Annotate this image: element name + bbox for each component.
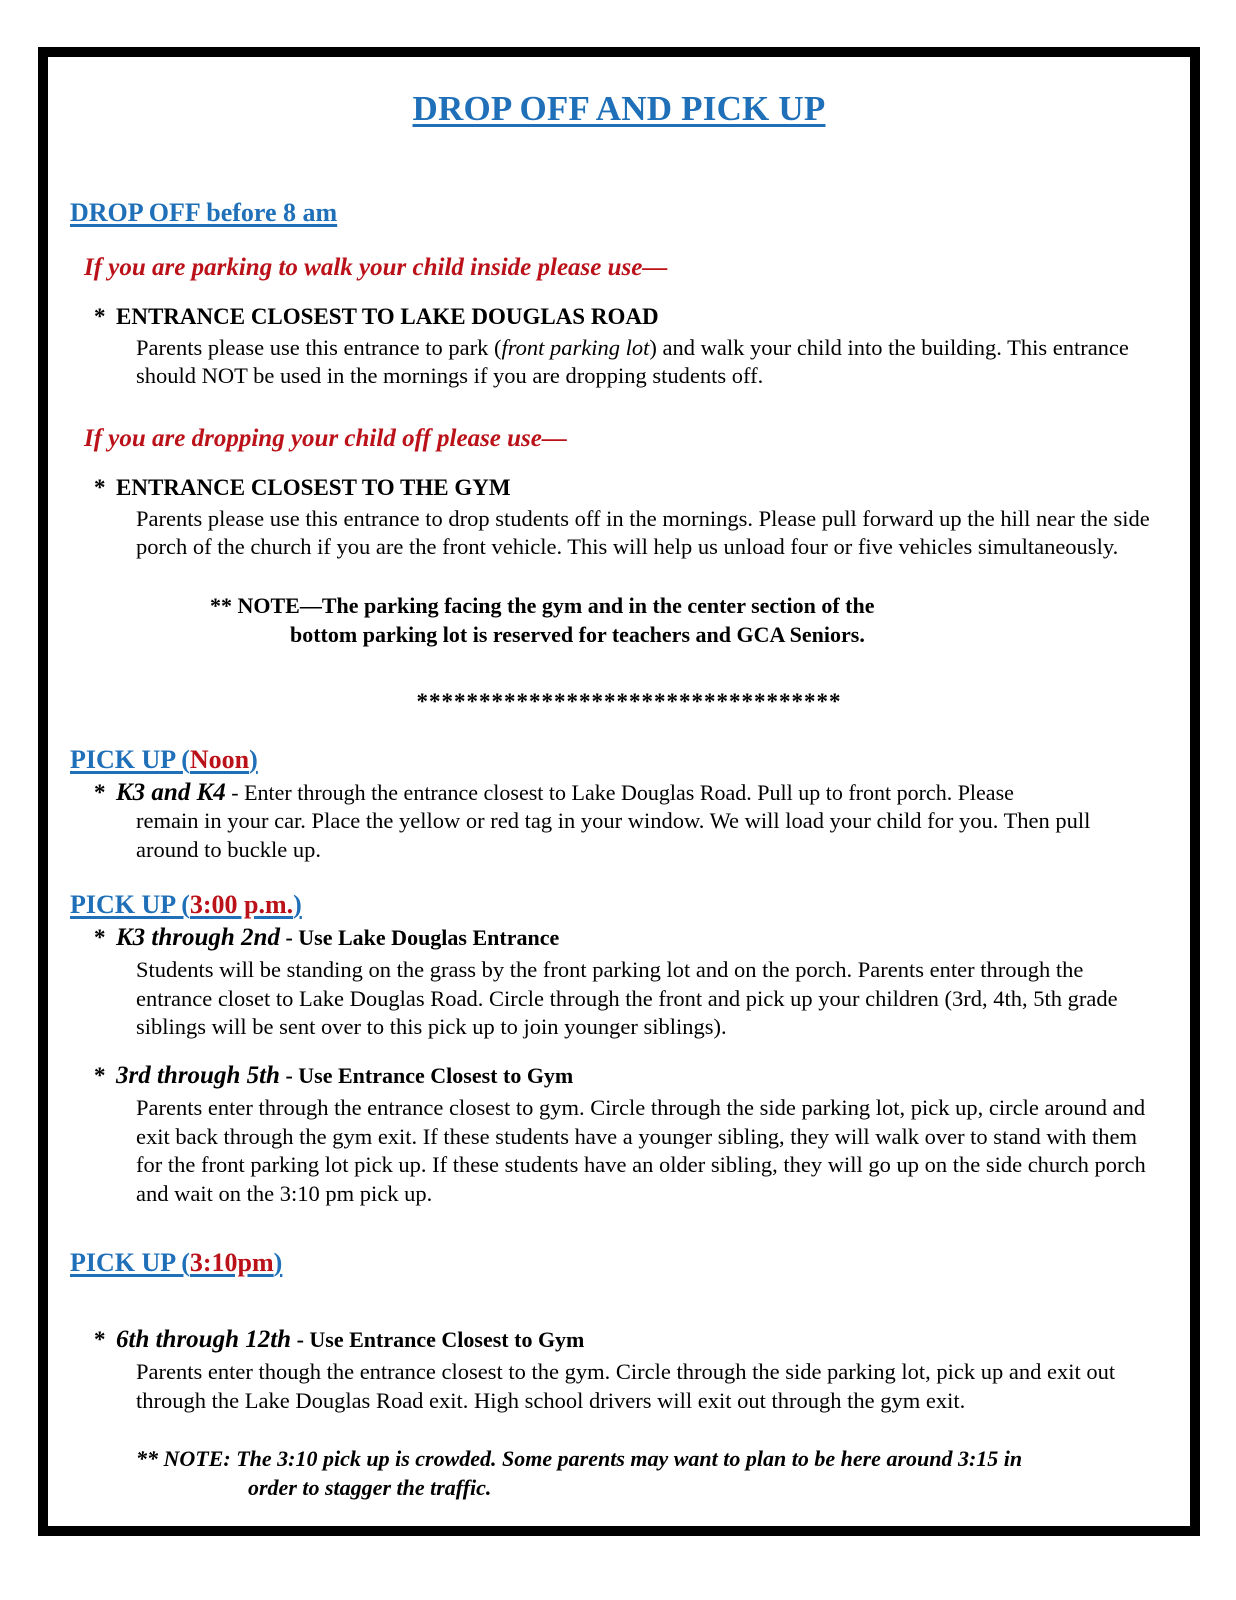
bullet-star-icon: *	[94, 474, 106, 500]
pickup-noon-time: Noon	[189, 745, 250, 775]
page-title	[58, 91, 1180, 128]
pickup-300-time: 3:00 p.m.	[189, 890, 294, 920]
entrance-lake-douglas-label: ENTRANCE CLOSEST TO LAKE DOUGLAS ROAD	[116, 303, 659, 329]
body-text-italic: front parking lot	[501, 334, 650, 360]
pickup-noon-suffix: )	[249, 745, 258, 775]
prompt-walk-inside: If you are parking to walk your child inside please use—	[84, 253, 668, 281]
bullet-star-icon: *	[94, 303, 106, 329]
document-content	[58, 67, 1180, 1516]
pickup-300-prefix: PICK UP (	[70, 890, 190, 920]
page-title-text: DROP OFF AND PICK UP	[412, 89, 826, 128]
bullet-pickup-noon-k3k4	[94, 779, 1180, 807]
bullet-entrance-gym	[94, 475, 1180, 501]
pickup-300-suffix: )	[293, 890, 302, 920]
pickup-310-note-line1: ** NOTE: The 3:10 pick up is crowded. Some parents may want to plan to be here around 3:15 in	[136, 1446, 1023, 1472]
bullet-star-icon: *	[94, 780, 106, 806]
bullet-pickup-310-6th-12th	[94, 1326, 1180, 1354]
pickup-310-entrance: - Use Entrance Closest to Gym	[291, 1327, 585, 1353]
pickup-noon-prefix: PICK UP (	[70, 745, 190, 775]
drop-off-heading-text: DROP OFF before 8 am	[70, 197, 338, 227]
pickup-300-body-1: Students will be standing on the grass by the front parking lot and on the porch. Parents enter through the entrance closet to Lake Douglas Road. Circle through the front and pick up your children (3rd, 4th, 5th grade siblings will be sent over to this pick up to join younger siblings).	[136, 957, 1118, 1040]
bullet-pickup-300-3rd-5th	[94, 1062, 1180, 1090]
section-heading-pickup-noon	[70, 745, 1180, 775]
entrance-gym-label: ENTRANCE CLOSEST TO THE GYM	[116, 474, 511, 500]
page-border-frame	[38, 47, 1200, 1536]
section-heading-pickup-310	[70, 1248, 1180, 1278]
prompt-dropping-off: If you are dropping your child off please use—	[84, 424, 567, 452]
asterisk-separator: **********************************	[416, 689, 842, 715]
pickup-310-suffix: )	[273, 1248, 283, 1278]
bullet-entrance-lake-douglas	[94, 304, 1180, 330]
entrance-gym-body: Parents please use this entrance to drop students off in the mornings. Please pull forward up the hill near the side porch of the church if you are the front vehicle. This will help us unload four or five vehicles simultaneously.	[136, 505, 1150, 560]
pickup-310-time: 3:10pm	[189, 1248, 274, 1278]
section-heading-pickup-300	[70, 890, 1180, 920]
pickup-300-body-2: Parents enter through the entrance closest to gym. Circle through the side parking lot, pick up, circle around and exit back through the gym exit. If these students have a younger sibling, they will walk over to stand with them for the front parking lot pick up. If these students have an older sibling, they will go up on the side church porch and wait on the 3:10 pm pick up.	[136, 1095, 1146, 1206]
drop-off-note-line1: ** NOTE—The parking facing the gym and in the center section of the	[210, 593, 875, 618]
pickup-310-prefix: PICK UP (	[70, 1248, 190, 1278]
bullet-star-icon: *	[94, 925, 106, 951]
pickup-300-grades-1: K3 through 2nd	[116, 924, 280, 952]
pickup-noon-heading	[70, 745, 258, 774]
section-heading-drop-off	[70, 198, 1180, 228]
pickup-310-body: Parents enter though the entrance closest to the gym. Circle through the side parking lot, pick up and exit out through the Lake Douglas Road exit. High school drivers will exit out through the gym exit.	[136, 1359, 1116, 1413]
pickup-300-grades-2: 3rd through 5th	[116, 1062, 280, 1089]
pickup-noon-grades: K3 and K4	[116, 779, 226, 807]
pickup-300-heading	[70, 890, 302, 919]
pickup-300-entrance-2: - Use Entrance Closest to Gym	[279, 1063, 574, 1088]
pickup-310-grades: 6th through 12th	[116, 1326, 292, 1354]
entrance-lake-douglas-body	[136, 334, 1150, 391]
bullet-pickup-300-k3-2nd	[94, 924, 1180, 952]
drop-off-note-line2: bottom parking lot is reserved for teachers and GCA Seniors.	[290, 621, 865, 647]
pickup-310-note-line2: order to stagger the traffic.	[248, 1474, 492, 1500]
body-text-part2: ) and walk your child into the building. This entrance should NOT be used in the mornings if you are dropping students off.	[136, 334, 1129, 389]
bullet-star-icon: *	[94, 1327, 106, 1353]
pickup-310-note	[136, 1445, 1180, 1502]
pickup-noon-first-line: - Enter through the entrance closest to Lake Douglas Road. Pull up to front porch. Please	[225, 780, 1014, 806]
bullet-star-icon: *	[94, 1063, 106, 1088]
drop-off-note	[210, 592, 1180, 649]
pickup-300-entrance-1: - Use Lake Douglas Entrance	[279, 925, 560, 951]
pickup-310-heading	[70, 1248, 282, 1277]
body-text-part1: Parents please use this entrance to park (	[136, 334, 502, 360]
pickup-noon-body: remain in your car. Place the yellow or red tag in your window. We will load your child for you. Then pull around to buckle up.	[136, 808, 1091, 862]
